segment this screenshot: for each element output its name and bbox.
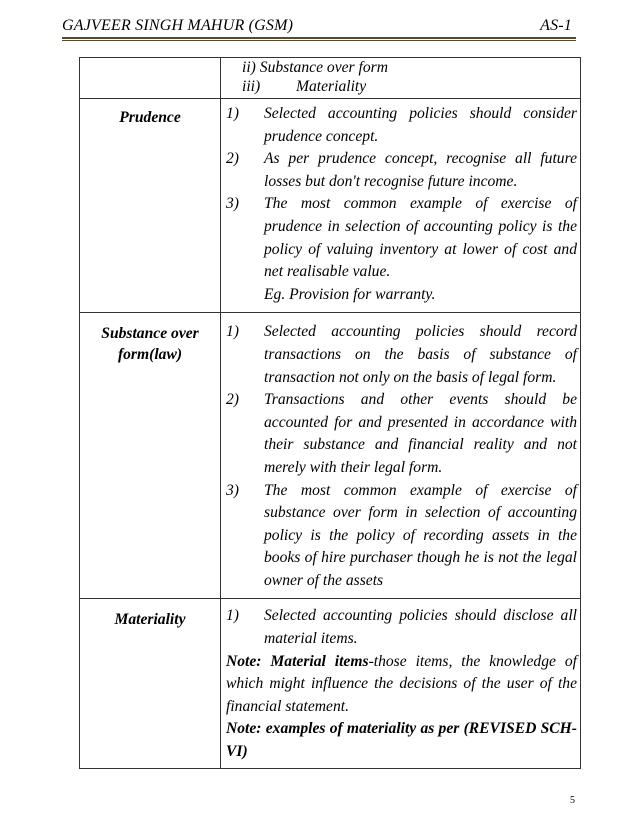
policy-list (226, 605, 577, 650)
continuation-line-2: iii) Materiality (242, 78, 367, 95)
list-item: 1) Selected accounting policies should consider prudence concept. (226, 105, 577, 145)
note-material-items: Note: Material items-those items, the knowledge of which might influence the decisions of the user of the financial statement. (226, 652, 577, 715)
policy-list (226, 103, 577, 284)
note-materiality-examples: Note: examples of materiality as per (REVISED SCH-VI) (226, 720, 577, 761)
header-chapter: AS-1 (540, 17, 572, 34)
example-text: Eg. Provision for warranty. (264, 285, 436, 303)
page-header (62, 15, 576, 39)
header-rule (62, 40, 576, 41)
continuation-line-1: ii) Substance over form (242, 59, 388, 76)
list-item: 2) As per prudence concept, recognise all future losses but don't recognise future income. (226, 150, 577, 190)
row-label: Prudence (80, 99, 221, 313)
list-item: 3) The most common example of exercise of substance over form in selection of accounting policy is the policy of recording assets in the books of hire purchaser though he is not the legal owner of the assets (226, 481, 577, 589)
continuation-cell (221, 58, 581, 99)
table-row-substance (80, 313, 581, 599)
table-row-materiality (80, 599, 581, 768)
row-content (221, 313, 581, 599)
list-item: 3) The most common example of exercise of prudence in selection of accounting policy is the policy of valuing inventory at lower of cost and net realisable value. (226, 195, 577, 281)
table-row-prudence (80, 99, 581, 313)
list-item: 2) Transactions and other events should be accounted for and presented in accordance with their substance and financial reality and not merely with their legal form. (226, 391, 577, 476)
list-item: 1) Selected accounting policies should record transactions on the basis of substance of transaction not only on the basis of legal form. (226, 323, 577, 386)
policy-list (226, 321, 577, 592)
row-content (221, 599, 581, 768)
header-author: GAJVEER SINGH MAHUR (GSM) (62, 17, 294, 34)
list-item: 1) Selected accounting policies should disclose all material items. (226, 607, 577, 648)
row-content (221, 99, 581, 313)
table-row-continuation (80, 58, 581, 99)
empty-label-cell (80, 58, 221, 99)
row-label: Materiality (80, 599, 221, 768)
accounting-policies-table (79, 57, 581, 769)
page-number: 5 (570, 795, 575, 806)
row-label: Substance over form(law) (80, 313, 221, 599)
